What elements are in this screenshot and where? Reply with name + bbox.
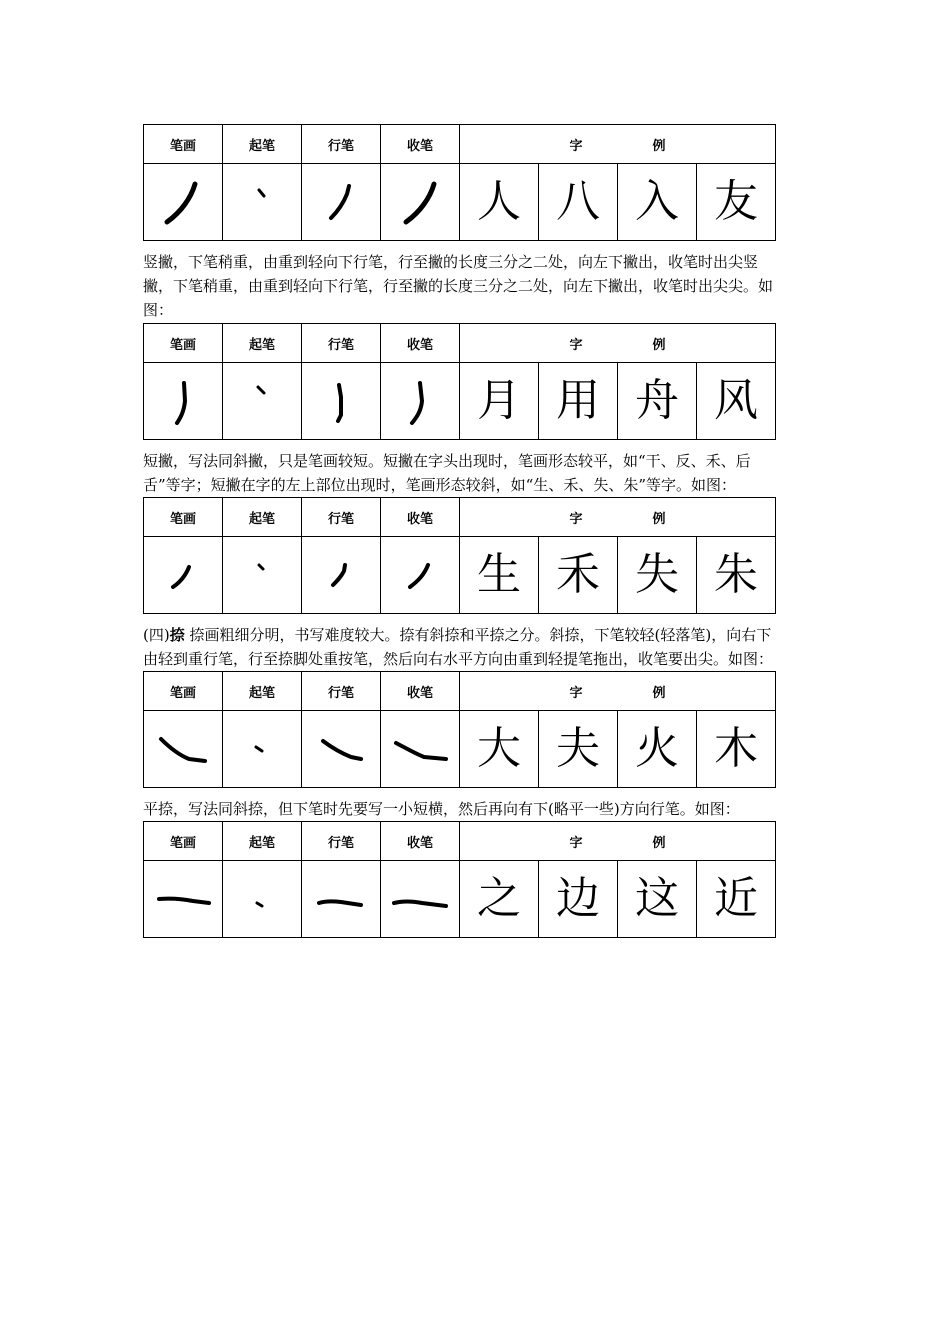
paragraph-short-pie: 短撇，写法同斜撇，只是笔画较短。短撇在字头出现时，笔画形态较平，如“干、反、禾、后 舌”等字；短撇在字的左上部位出现时，笔画形态较斜，如“生、禾、失、朱”等字。如图： (143, 452, 751, 494)
start-cell (223, 537, 302, 614)
pie-mid-icon (311, 545, 371, 605)
example-char: 月 (460, 363, 539, 440)
header-end: 收笔 (381, 324, 460, 363)
flat-na-icon (153, 869, 213, 929)
header-end: 收笔 (381, 498, 460, 537)
header-stroke: 笔画 (144, 672, 223, 711)
header-examples: 字 例 (460, 672, 776, 711)
header-stroke: 笔画 (144, 498, 223, 537)
move-cell (302, 537, 381, 614)
slant-na-icon (153, 719, 213, 779)
example-char: 朱 (697, 537, 776, 614)
stroke-table-short-pie (143, 497, 776, 614)
header-stroke: 笔画 (144, 822, 223, 861)
header-move: 行笔 (302, 125, 381, 164)
end-cell (381, 711, 460, 788)
na-mid-icon (311, 869, 371, 929)
paragraph-na: (四)捺 捺画粗细分明，书写难度较大。捺有斜捺和平捺之分。斜捺，下笔较轻(轻落笔)，向右下 由轻到重行笔，行至捺脚处重按笔，然后向右水平方向由重到轻提笔拖出，收笔要出尖。如图： (143, 626, 774, 668)
header-stroke: 笔画 (144, 324, 223, 363)
paragraph-flat-na: 平捺，写法同斜捺，但下笔时先要写一小短横，然后再向有下(略平一些)方向行笔。如图： (143, 800, 740, 818)
vertical-pie-icon (153, 371, 213, 431)
header-start: 起笔 (223, 498, 302, 537)
pie-end-icon (390, 371, 450, 431)
dot-start-icon (232, 371, 292, 431)
example-char: 友 (697, 164, 776, 241)
stroke-cell (144, 363, 223, 440)
short-pie-icon (153, 545, 213, 605)
header-move: 行笔 (302, 324, 381, 363)
example-char: 风 (697, 363, 776, 440)
header-examples: 字 例 (460, 125, 776, 164)
stroke-cell (144, 164, 223, 241)
pie-mid-icon (311, 172, 371, 232)
example-char: 禾 (539, 537, 618, 614)
move-cell (302, 861, 381, 938)
example-char: 用 (539, 363, 618, 440)
example-char: 人 (460, 164, 539, 241)
slant-pie-icon (153, 172, 213, 232)
move-cell (302, 363, 381, 440)
dot-start-icon (232, 172, 292, 232)
stroke-table-flat-na (143, 821, 776, 938)
start-cell (223, 363, 302, 440)
header-move: 行笔 (302, 822, 381, 861)
example-char: 大 (460, 711, 539, 788)
dot-start-icon (232, 869, 292, 929)
example-char: 生 (460, 537, 539, 614)
na-mid-icon (311, 719, 371, 779)
stroke-table-slant-na (143, 671, 776, 788)
end-cell (381, 164, 460, 241)
end-cell (381, 363, 460, 440)
pie-mid-icon (311, 371, 371, 431)
example-char: 这 (618, 861, 697, 938)
start-cell (223, 711, 302, 788)
example-char: 近 (697, 861, 776, 938)
header-start: 起笔 (223, 324, 302, 363)
header-start: 起笔 (223, 822, 302, 861)
stroke-table-vertical-pie (143, 323, 776, 440)
example-char: 木 (697, 711, 776, 788)
header-end: 收笔 (381, 125, 460, 164)
na-end-icon (390, 869, 450, 929)
header-stroke: 笔画 (144, 125, 223, 164)
example-char: 火 (618, 711, 697, 788)
example-char: 边 (539, 861, 618, 938)
header-end: 收笔 (381, 672, 460, 711)
pie-end-icon (390, 172, 450, 232)
start-cell (223, 861, 302, 938)
stroke-table-slant-pie (143, 124, 776, 241)
header-start: 起笔 (223, 125, 302, 164)
end-cell (381, 537, 460, 614)
dot-start-icon (232, 719, 292, 779)
dot-start-icon (232, 545, 292, 605)
example-char: 入 (618, 164, 697, 241)
header-move: 行笔 (302, 498, 381, 537)
header-move: 行笔 (302, 672, 381, 711)
header-examples: 字 例 (460, 324, 776, 363)
header-end: 收笔 (381, 822, 460, 861)
move-cell (302, 164, 381, 241)
stroke-cell (144, 537, 223, 614)
header-start: 起笔 (223, 672, 302, 711)
example-char: 舟 (618, 363, 697, 440)
example-char: 失 (618, 537, 697, 614)
end-cell (381, 861, 460, 938)
stroke-cell (144, 711, 223, 788)
na-end-icon (390, 719, 450, 779)
example-char: 之 (460, 861, 539, 938)
header-examples: 字 例 (460, 822, 776, 861)
start-cell (223, 164, 302, 241)
pie-end-icon (390, 545, 450, 605)
example-char: 八 (539, 164, 618, 241)
stroke-cell (144, 861, 223, 938)
example-char: 夫 (539, 711, 618, 788)
paragraph-vertical-pie: 竖撇，下笔稍重，由重到轻向下行笔，行至撇的长度三分之二处，向左下撇出，收笔时出尖竖 撇，下笔稍重，由重到轻向下行笔，行至撇的长度三分之二处，向左下撇出，收笔时出尖尖。如 图： (143, 253, 774, 319)
header-examples: 字 例 (460, 498, 776, 537)
move-cell (302, 711, 381, 788)
